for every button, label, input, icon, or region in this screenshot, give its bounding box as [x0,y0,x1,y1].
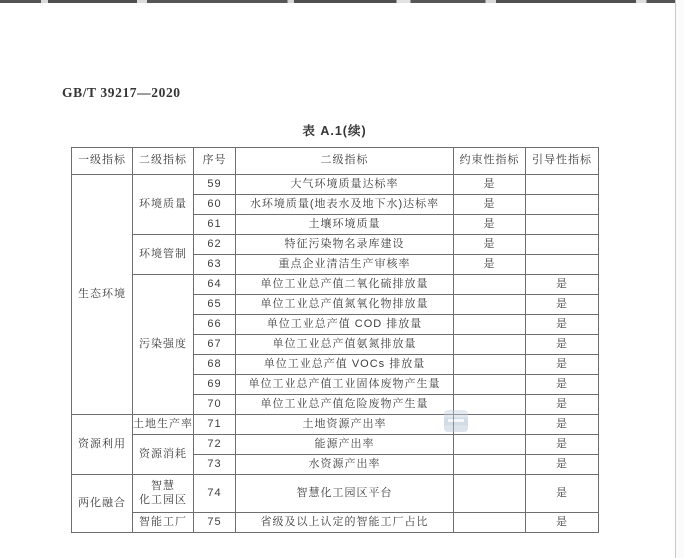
indicator-name-cell: 单位工业总产值 COD 排放量 [236,315,454,335]
guiding-cell: 是 [526,435,599,455]
guiding-cell: 是 [526,295,599,315]
level2-group-cell: 污染强度 [133,275,194,415]
level1-group-cell: 资源利用 [72,415,133,475]
guiding-cell: 是 [526,513,599,533]
indicator-name-cell: 单位工业总产值氮氧化物排放量 [236,295,454,315]
level2-group-cell: 资源消耗 [133,435,194,475]
indicator-name-cell: 能源产出率 [236,435,454,455]
row-number-cell: 75 [194,513,236,533]
constraint-cell [454,315,526,335]
guiding-cell [526,175,599,195]
level2-group-cell: 环境管制 [133,235,194,275]
indicator-name-cell: 省级及以上认定的智能工厂占比 [236,513,454,533]
row-number-cell: 62 [194,235,236,255]
row-number-cell: 68 [194,355,236,375]
indicator-name-cell: 大气环境质量达标率 [236,175,454,195]
level1-group-cell: 两化融合 [72,475,133,533]
constraint-cell [454,355,526,375]
guiding-cell: 是 [526,315,599,335]
column-header-level2-group: 二级指标 [133,148,194,175]
column-header-constraint: 约束性指标 [454,148,526,175]
guiding-cell: 是 [526,475,599,513]
row-number-cell: 71 [194,415,236,435]
constraint-cell [454,475,526,513]
row-number-cell: 69 [194,375,236,395]
row-number-cell: 61 [194,215,236,235]
guiding-cell: 是 [526,455,599,475]
row-number-cell: 59 [194,175,236,195]
table-row [72,275,599,295]
indicator-table [71,147,599,533]
constraint-cell [454,295,526,315]
guiding-cell: 是 [526,275,599,295]
guiding-cell: 是 [526,335,599,355]
indicator-name-cell: 单位工业总产值危险废物产生量 [236,395,454,415]
row-number-cell: 64 [194,275,236,295]
column-header-indicator: 二级指标 [236,148,454,175]
row-number-cell: 72 [194,435,236,455]
indicator-name-cell: 特征污染物名录库建设 [236,235,454,255]
constraint-cell: 是 [454,235,526,255]
table-row [72,435,599,455]
scan-page-margin [676,0,684,558]
guiding-cell: 是 [526,355,599,375]
constraint-cell: 是 [454,195,526,215]
indicator-name-cell: 单位工业总产值工业固体废物产生量 [236,375,454,395]
level2-group-cell: 土地生产率 [133,415,194,435]
guiding-cell [526,235,599,255]
table-row [72,175,599,195]
scan-page-edge-line [675,0,676,558]
constraint-cell [454,435,526,455]
guiding-cell: 是 [526,415,599,435]
level1-group-cell: 生态环境 [72,175,133,415]
table-row [72,235,599,255]
level2-group-label-line1: 智慧 [151,479,175,492]
row-number-cell: 66 [194,315,236,335]
column-header-serial: 序号 [194,148,236,175]
indicator-name-cell: 单位工业总产值 VOCs 排放量 [236,355,454,375]
constraint-cell [454,335,526,355]
indicator-name-cell: 水资源产出率 [236,455,454,475]
watermark-icon [444,410,468,432]
table-row [72,513,599,533]
indicator-name-cell: 土地资源产出率 [236,415,454,435]
row-number-cell: 74 [194,475,236,513]
row-number-cell: 65 [194,295,236,315]
indicator-name-cell: 单位工业总产值二氧化硫排放量 [236,275,454,295]
indicator-name-cell: 重点企业清洁生产审核率 [236,255,454,275]
row-number-cell: 60 [194,195,236,215]
guiding-cell [526,215,599,235]
constraint-cell [454,375,526,395]
column-header-guiding: 引导性指标 [526,148,599,175]
constraint-cell: 是 [454,255,526,275]
table-title: 表 A.1(续) [302,124,367,138]
indicator-name-cell: 土壤环境质量 [236,215,454,235]
table-row [72,415,599,435]
indicator-name-cell: 单位工业总产值氨氮排放量 [236,335,454,355]
table-header-row [72,148,599,175]
level2-group-cell: 环境质量 [133,175,194,235]
constraint-cell [454,455,526,475]
row-number-cell: 63 [194,255,236,275]
indicator-name-cell: 水环境质量(地表水及地下水)达标率 [236,195,454,215]
constraint-cell: 是 [454,215,526,235]
row-number-cell: 73 [194,455,236,475]
level2-group-cell [133,475,194,513]
row-number-cell: 67 [194,335,236,355]
level2-group-cell: 智能工厂 [133,513,194,533]
constraint-cell [454,275,526,295]
table-row [72,475,599,513]
row-number-cell: 70 [194,395,236,415]
guiding-cell: 是 [526,395,599,415]
indicator-name-cell: 智慧化工园区平台 [236,475,454,513]
guiding-cell [526,195,599,215]
scan-top-artifact [0,0,684,3]
level2-group-label-line2: 化工园区 [139,493,187,506]
guiding-cell: 是 [526,375,599,395]
standard-doc-code: GB/T 39217—2020 [62,85,181,100]
constraint-cell [454,513,526,533]
constraint-cell: 是 [454,175,526,195]
column-header-level1: 一级指标 [72,148,133,175]
guiding-cell [526,255,599,275]
